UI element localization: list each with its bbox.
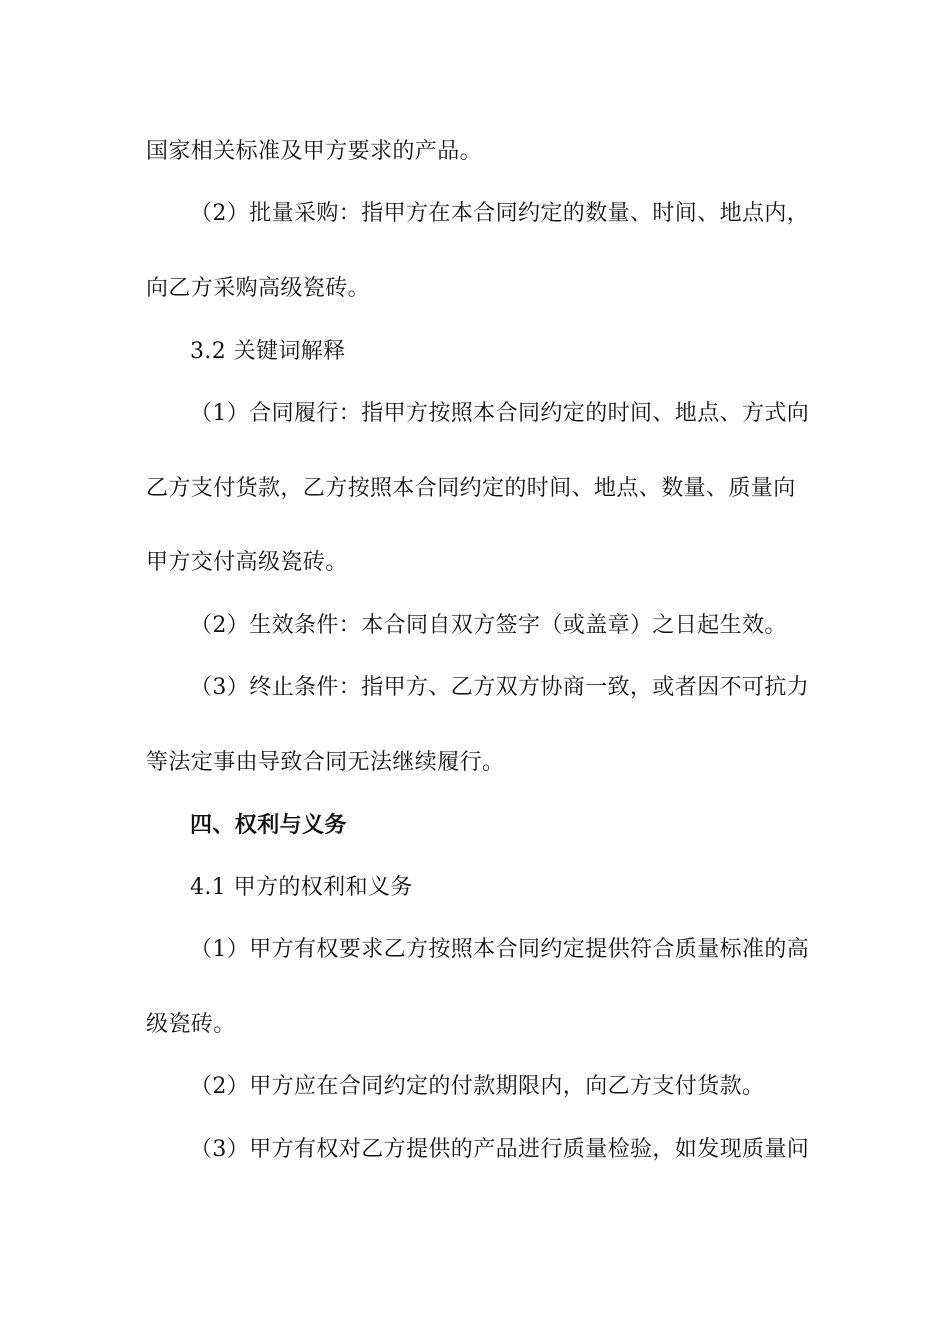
paragraph-line: （1）甲方有权要求乙方按照本合同约定提供符合质量标准的高 (190, 937, 810, 962)
paragraph-line: 甲方交付高级瓷砖。 (146, 550, 348, 575)
chapter-heading: 四、权利与义务 (190, 812, 347, 838)
paragraph-line: 国家相关标准及甲方要求的产品。 (146, 139, 483, 164)
paragraph-line: （2）甲方应在合同约定的付款期限内，向乙方支付货款。 (190, 1074, 765, 1099)
section-heading: 4.1 甲方的权利和义务 (190, 875, 413, 900)
paragraph-line: 向乙方采购高级瓷砖。 (146, 276, 371, 301)
paragraph-line: （2）生效条件：本合同自双方签字（或盖章）之日起生效。 (190, 613, 787, 638)
section-heading: 3.2 关键词解释 (190, 339, 346, 364)
paragraph-line: 乙方支付货款，乙方按照本合同约定的时间、地点、数量、质量向 (146, 476, 796, 501)
paragraph-line: （3）终止条件：指甲方、乙方双方协商一致，或者因不可抗力 (190, 675, 810, 700)
paragraph-line: （2）批量采购：指甲方在本合同约定的数量、时间、地点内， (190, 201, 810, 226)
paragraph-line: 级瓷砖。 (146, 1012, 236, 1037)
paragraph-line: （1）合同履行：指甲方按照本合同约定的时间、地点、方式向 (190, 401, 810, 426)
paragraph-line: 等法定事由导致合同无法继续履行。 (146, 750, 505, 775)
paragraph-line: （3）甲方有权对乙方提供的产品进行质量检验，如发现质量问 (190, 1137, 810, 1162)
